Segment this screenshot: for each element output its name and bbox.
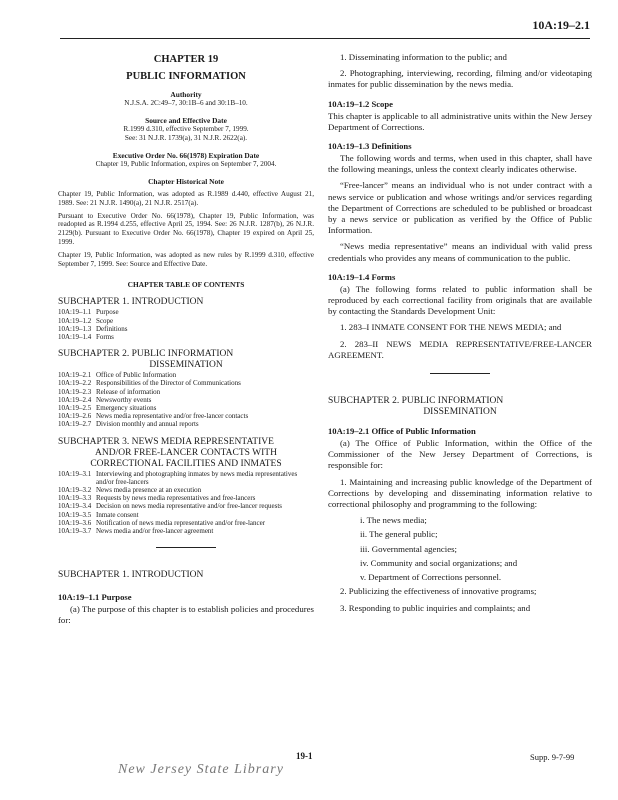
toc-section-title: Newsworthy events	[96, 395, 152, 404]
toc-row	[58, 404, 314, 412]
heading-line: CORRECTIONAL FACILITIES AND INMATES	[90, 458, 282, 469]
opi-subitem: v. Department of Corrections personnel.	[360, 572, 502, 583]
toc-section-title: Interviewing and photographing inmates by news media representatives and/or free-lancers	[96, 469, 298, 486]
toc-row	[58, 502, 314, 510]
purpose-item-2: 2. Photographing, interviewing, recording, filming and/or videotaping inmates for public dissemination by the news media.	[328, 68, 592, 90]
toc-section-title: Notification of news media representative and/or free-lancer	[96, 518, 266, 527]
toc-section-number: 10A:19–1.4	[58, 332, 92, 341]
toc-section-title: News media and/or free-lancer agreement	[96, 527, 214, 536]
toc-row	[58, 333, 314, 341]
toc-section-number: 10A:19–2.5	[58, 404, 92, 412]
library-watermark: New Jersey State Library	[118, 762, 284, 777]
opi-subitem: iv. Community and social organizations; and	[360, 557, 518, 568]
heading-line: SUBCHAPTER 3. NEWS MEDIA REPRESENTATIVE	[58, 436, 274, 447]
toc-section-number: 10A:19–3.2	[58, 486, 92, 495]
heading-line: AND/OR FREE-LANCER CONTACTS WITH	[95, 447, 277, 458]
page-number: 19-1	[296, 751, 313, 761]
opi-item-1: 1. Maintaining and increasing public knowledge of the Department of Corrections by developing and disseminating information relative to correctional philosophy and programming to the following:	[328, 476, 592, 510]
opi-subitem: i. The news media;	[360, 515, 427, 526]
toc-section-title: Definitions	[96, 324, 128, 333]
toc-row	[58, 494, 314, 502]
toc-title: CHAPTER TABLE OF CONTENTS	[127, 280, 245, 290]
toc-section-title: Emergency situations	[96, 404, 157, 412]
toc-section-title: Division monthly and annual reports	[96, 420, 199, 429]
toc-section-number: 10A:19–2.4	[58, 395, 92, 404]
toc-row	[58, 420, 314, 428]
heading-line: SUBCHAPTER 2. PUBLIC INFORMATION	[58, 349, 234, 360]
toc-row	[58, 527, 314, 535]
expiration-text: Chapter 19, Public Information, expires on September 7, 2004.	[95, 160, 277, 168]
toc-section-number: 10A:19–3.6	[58, 518, 92, 527]
toc-section-title: Requests by news media representatives and free-lancers	[96, 494, 256, 503]
subchapter-1-heading: SUBCHAPTER 1. INTRODUCTION	[58, 570, 204, 581]
toc-section-number: 10A:19–3.7	[58, 527, 92, 536]
toc-subchapter-1-heading: SUBCHAPTER 1. INTRODUCTION	[58, 297, 204, 308]
subchapter-2-heading	[328, 396, 592, 418]
toc-section-title: Purpose	[96, 308, 119, 317]
toc-row	[58, 308, 314, 316]
source-heading: Source and Effective Date	[145, 116, 227, 125]
toc-section-title: Office of Public Information	[96, 371, 177, 380]
toc-row	[58, 317, 314, 325]
toc-section-title: Decision on news media representative and/or free-lancer requests	[96, 502, 283, 511]
toc-subchapter-3-heading	[58, 437, 314, 470]
purpose-text: (a) The purpose of this chapter is to establish policies and procedures for:	[58, 604, 314, 626]
toc-section-number: 10A:19–2.3	[58, 387, 92, 396]
history-paragraph: Chapter 19, Public Information, was adopted as new rules by R.1999 d.310, effective September 7, 1999. See: Source and Effective Date.	[58, 250, 314, 268]
definitions-intro: The following words and terms, when used in this chapter, shall have the following meanings, unless the context clearly indicates otherwise.	[328, 153, 592, 175]
toc-section-number: 10A:19–3.1	[58, 469, 92, 478]
toc-section-number: 10A:19–2.1	[58, 371, 92, 380]
heading-line: DISSEMINATION	[149, 360, 223, 371]
forms-text: (a) The following forms related to public information shall be reproduced by each correctional facility from originals that are available by contacting the Standards Development Unit:	[328, 283, 592, 317]
expiration-heading: Executive Order No. 66(1978) Expiration Date	[112, 151, 260, 160]
left-column	[58, 50, 314, 627]
toc-subchapter-2-heading	[58, 349, 314, 371]
toc-subchapter-2-list	[58, 371, 314, 428]
toc-section-number: 10A:19–1.3	[58, 324, 92, 333]
toc-row	[58, 519, 314, 527]
chapter-title: PUBLIC INFORMATION	[126, 71, 246, 82]
opi-subitem: ii. The general public;	[360, 529, 438, 540]
chapter-number: CHAPTER 19	[153, 54, 219, 65]
toc-section-number: 10A:19–1.1	[58, 308, 92, 317]
source-text-line: R.1999 d.310, effective September 7, 1999.	[123, 125, 249, 133]
toc-section-title: Inmate consent	[96, 510, 139, 519]
toc-section-title: News media representative and/or free-lancer contacts	[96, 412, 249, 421]
toc-row	[58, 412, 314, 420]
toc-section-number: 10A:19–3.4	[58, 502, 92, 511]
toc-subchapter-3-list	[58, 470, 314, 536]
toc-section-title: Scope	[96, 316, 114, 325]
section-divider	[430, 373, 490, 374]
toc-section-title: Responsibilities of the Director of Communications	[96, 379, 241, 388]
toc-section-number: 10A:19–2.2	[58, 379, 92, 388]
heading-line: DISSEMINATION	[423, 407, 497, 418]
toc-section-number: 10A:19–3.3	[58, 494, 92, 503]
purpose-item-1: 1. Disseminating information to the public; and	[340, 52, 507, 62]
opi-subitem-list	[328, 515, 592, 583]
toc-section-number: 10A:19–1.2	[58, 316, 92, 325]
scope-heading: 10A:19–1.2 Scope	[328, 98, 393, 109]
definitions-heading: 10A:19–1.3 Definitions	[328, 141, 412, 152]
heading-line: SUBCHAPTER 2. PUBLIC INFORMATION	[328, 396, 504, 407]
toc-row	[58, 511, 314, 519]
toc-row	[58, 388, 314, 396]
form-item-2: 2. 283–II NEWS MEDIA REPRESENTATIVE/FREE-LANCER AGREEMENT.	[328, 338, 592, 360]
source-text-line: See: 31 N.J.R. 1739(a), 31 N.J.R. 2622(a).	[124, 134, 248, 142]
office-of-public-information-text: (a) The Office of Public Information, within the Office of the Commissioner of the New Jersey Department of Corrections, is responsible for:	[328, 438, 592, 471]
opi-item-3: 3. Responding to public inquiries and complaints; and	[340, 602, 531, 613]
scope-text: This chapter is applicable to all administrative units within the New Jersey Department of Corrections.	[328, 110, 592, 132]
authority-text: N.J.S.A. 2C:49–7, 30:1B–6 and 30:1B–10.	[124, 99, 248, 107]
toc-section-title: Release of information	[96, 387, 161, 396]
toc-section-number: 10A:19–3.5	[58, 510, 92, 519]
history-paragraph: Chapter 19, Public Information, was adopted as R.1989 d.440, effective August 21, 1989. See: 21 N.J.R. 1490(a), 21 N.J.R. 2517(a).	[58, 190, 314, 207]
header-rule	[60, 38, 590, 39]
toc-section-number: 10A:19–2.6	[58, 412, 92, 421]
running-header-code: 10A:19–2.1	[532, 18, 590, 32]
definition-news-media-representative: “News media representative” means an individual with valid press credentials who provides any means of communication to the public.	[328, 241, 592, 263]
right-column	[328, 50, 592, 619]
history-paragraph: Pursuant to Executive Order No. 66(1978), Chapter 19, Public Information, was readopted as R.1994 d.255, effective April 25, 1994. See: 26 N.J.R. 1287(b), 26 N.J.R. 2129(b). Pursuant to Executive Order No. 66(1978), Chapter 19 expired on April 25, 1999.	[58, 211, 314, 246]
opi-subitem: iii. Governmental agencies;	[360, 543, 457, 554]
toc-row	[58, 371, 314, 379]
form-item-1: 1. 283–I INMATE CONSENT FOR THE NEWS MEDIA; and	[340, 322, 562, 333]
toc-row	[58, 470, 314, 486]
toc-section-title: News media presence at an execution	[96, 486, 202, 495]
toc-row	[58, 486, 314, 494]
toc-row	[58, 379, 314, 387]
opi-item-2: 2. Publicizing the effectiveness of innovative programs;	[340, 586, 537, 597]
history-heading: Chapter Historical Note	[148, 177, 224, 186]
office-of-public-information-heading: 10A:19–2.1 Office of Public Information	[328, 426, 476, 437]
toc-row	[58, 396, 314, 404]
forms-heading: 10A:19–1.4 Forms	[328, 271, 396, 282]
purpose-heading: 10A:19–1.1 Purpose	[58, 592, 132, 603]
definition-freelancer: “Free-lancer” means an individual who is not under contract with a news service or publication and whose writings and/or services regarding the Department of Corrections are scheduled to be published or broadcast by a news service or publication as verified by the Office of Public Information.	[328, 180, 592, 236]
section-divider	[156, 547, 216, 548]
toc-row	[58, 325, 314, 333]
toc-subchapter-1-list	[58, 308, 314, 341]
toc-section-title: Forms	[96, 332, 114, 341]
history-notes	[58, 190, 314, 268]
authority-heading: Authority	[170, 90, 202, 99]
toc-section-number: 10A:19–2.7	[58, 420, 92, 429]
supplement-date: Supp. 9-7-99	[530, 752, 575, 762]
